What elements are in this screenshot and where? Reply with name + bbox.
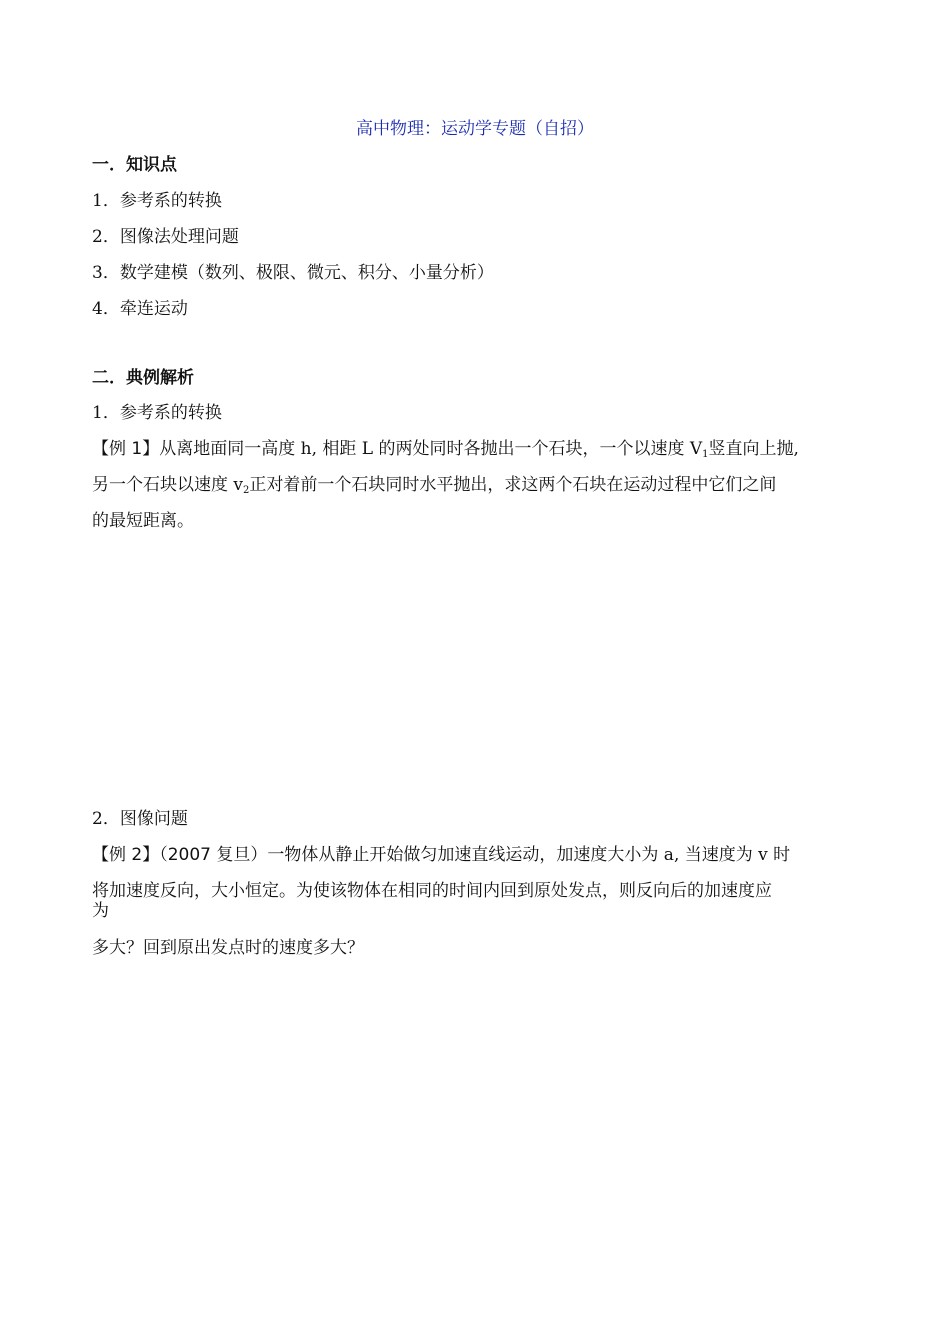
example-1-tag: 【例 1】 [92,439,160,459]
example-2-source: （2007 复旦） [159,845,268,865]
section-heading-examples: 二．典例解析 [92,368,194,388]
example-2-line-2b: 为 [92,901,109,921]
section-heading-knowledge: 一．知识点 [92,155,177,175]
example-1-line2-a: 另一个石块以速度 v [92,475,244,495]
v2-subscript: 2 [243,485,250,496]
page-title: 高中物理：运动学专题（自招） [356,119,594,139]
example-1-text-a: 从离地面同一高度 h, 相距 L 的两处同时各抛出一个石块，一个以速度 V [159,439,703,459]
example-1-line2-b: 正对着前一个石块同时水平抛出，求这两个石块在运动过程中它们之间 [249,475,777,495]
example-2-tag: 【例 2】 [92,845,160,865]
example-2-text-1: 一物体从静止开始做匀加速直线运动，加速度大小为 a, 当速度为 v 时 [267,845,791,865]
example-2-line-3: 多大？回到原出发点时的速度多大？ [92,938,364,958]
example-2-line-1 [92,844,790,866]
knowledge-item-1: 1．参考系的转换 [92,191,222,211]
v1-subscript: 1 [702,449,709,460]
example-subheading-2: 2．图像问题 [92,809,188,829]
knowledge-item-2: 2．图像法处理问题 [92,227,239,247]
example-subheading-1: 1．参考系的转换 [92,403,222,423]
example-1-line-1 [92,438,799,466]
example-1-line-3: 的最短距离。 [92,511,194,531]
example-1-text-b: 竖直向上抛, [708,439,799,459]
knowledge-item-3: 3．数学建模（数列、极限、微元、积分、小量分析） [92,263,494,283]
knowledge-item-4: 4．牵连运动 [92,299,188,319]
example-2-line-2: 将加速度反向，大小恒定。为使该物体在相同的时间内回到原处发点，则反向后的加速度应 [92,881,772,901]
example-1-line-2 [92,474,776,502]
